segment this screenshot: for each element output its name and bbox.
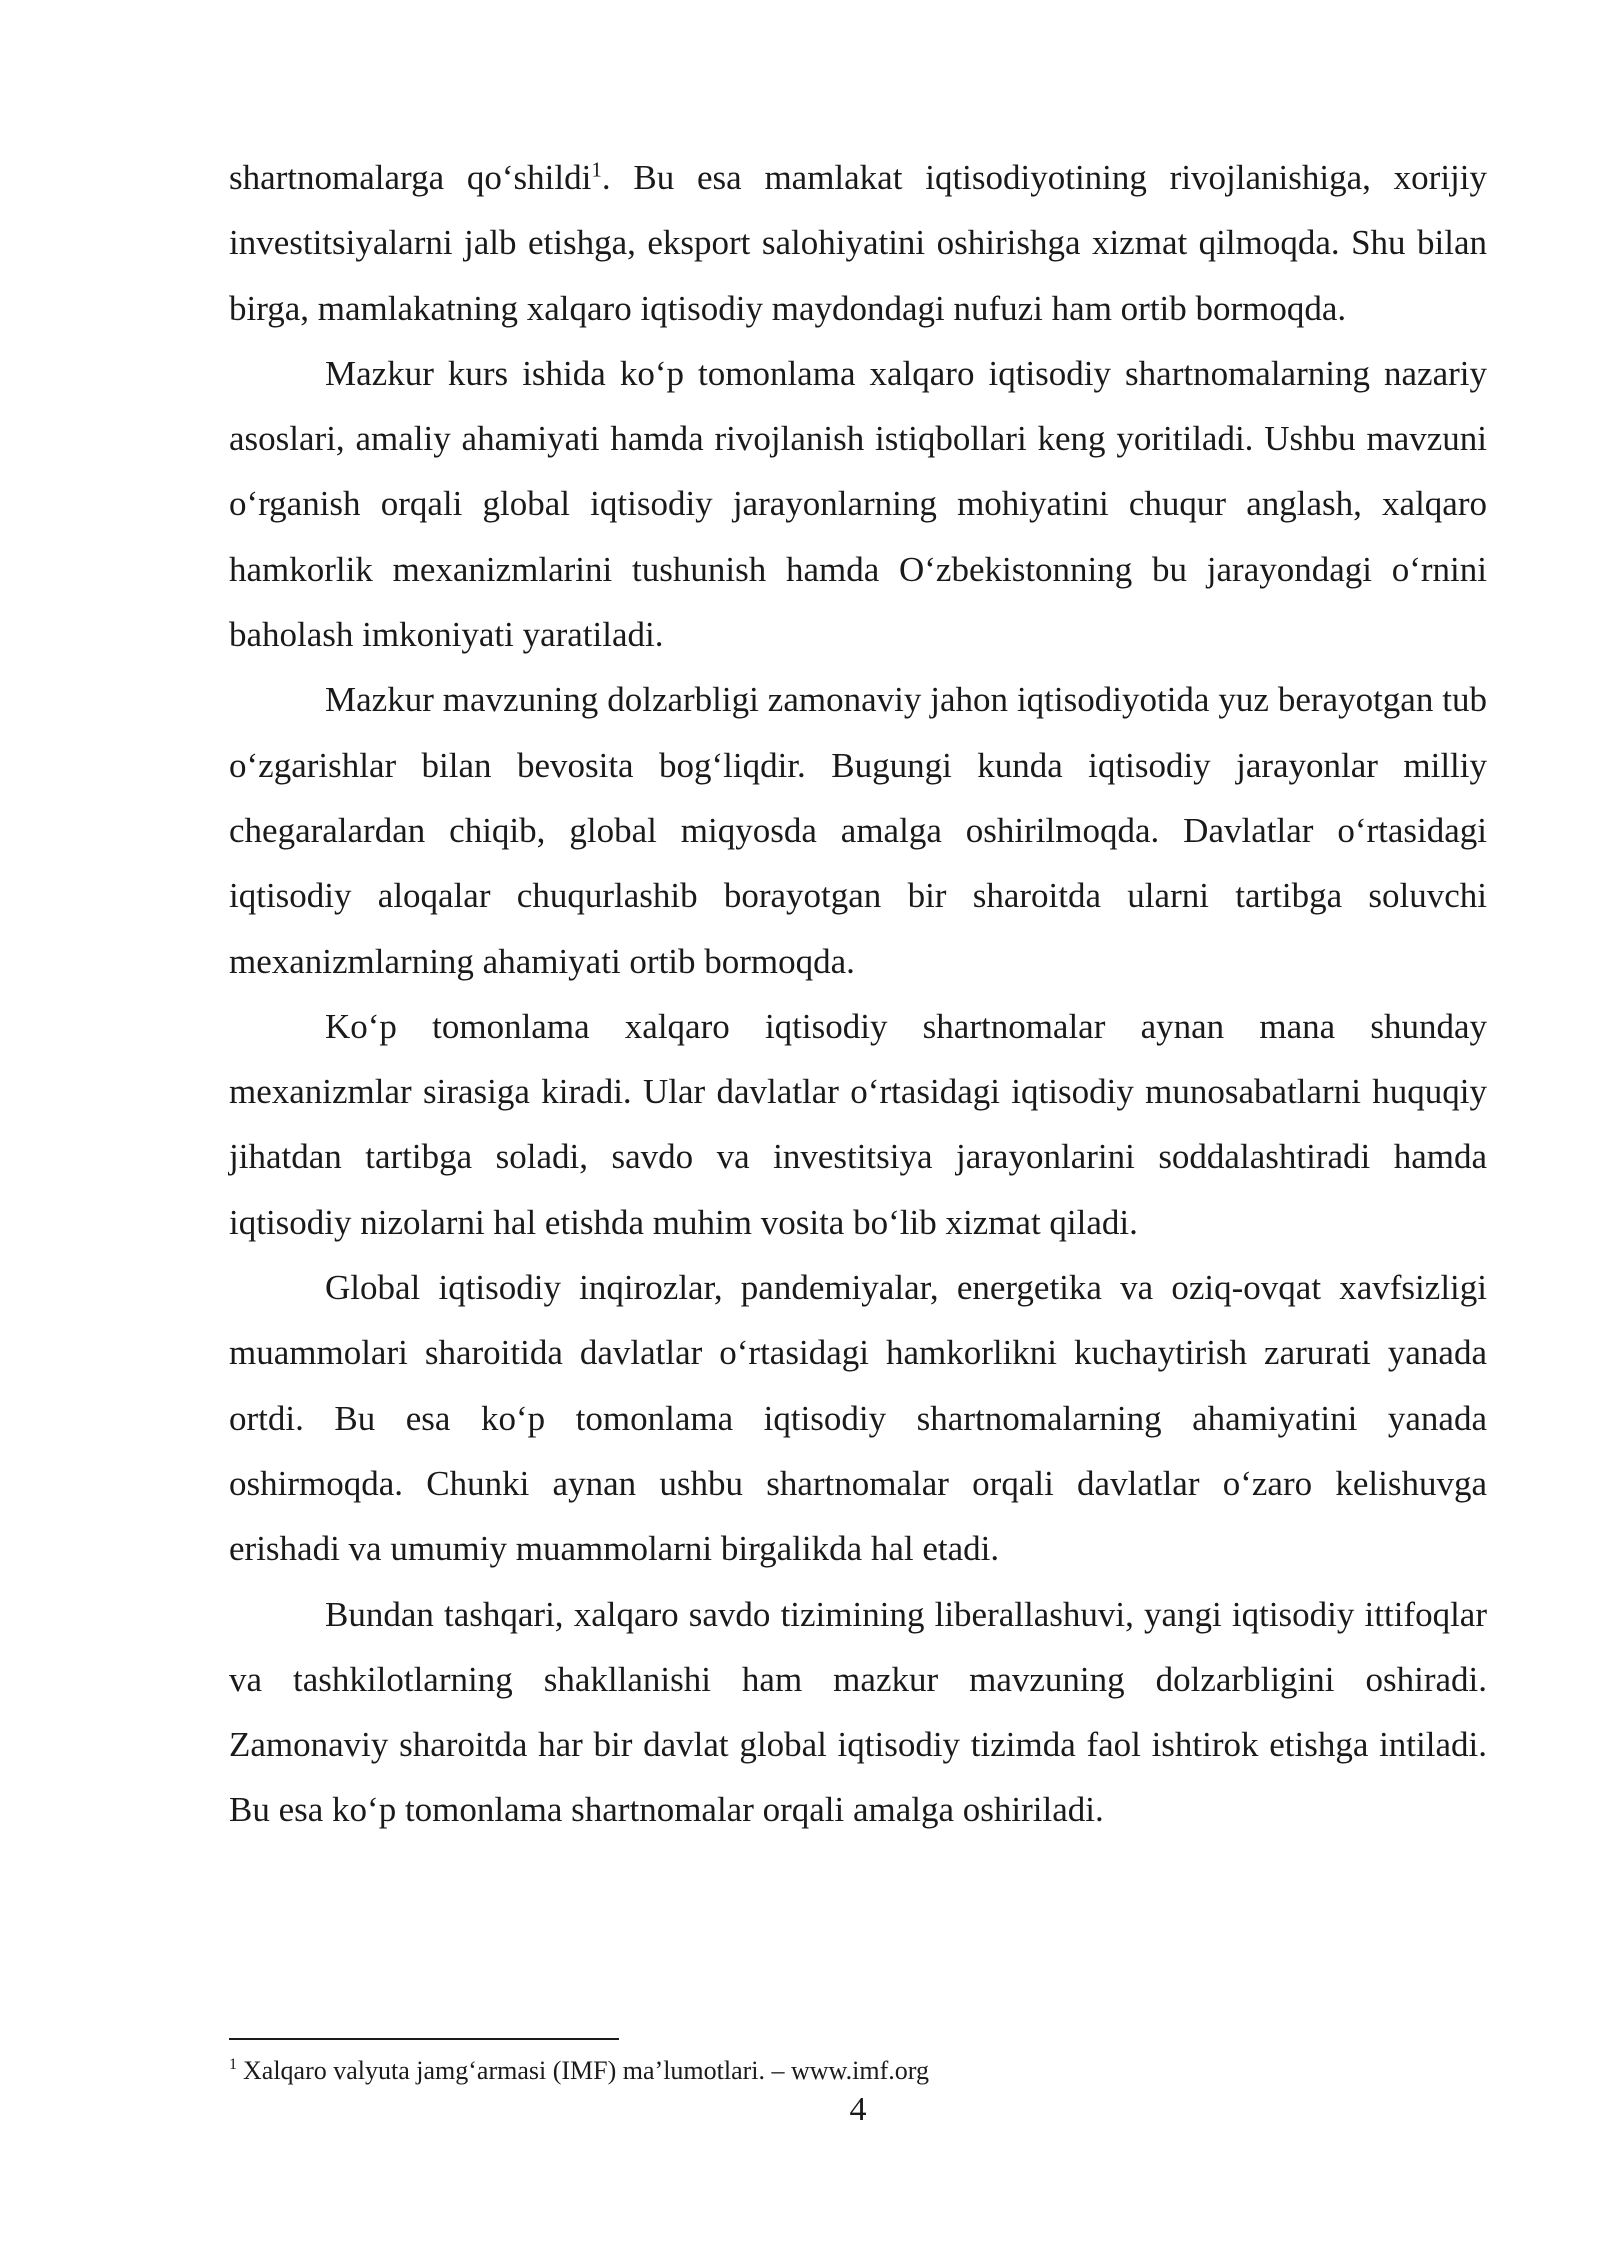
- footnote-reference[interactable]: 1: [591, 157, 602, 182]
- paragraph-1-text-start: shartnomalarga qo‘shildi: [229, 158, 592, 197]
- footnote-mark: 1: [229, 2056, 237, 2074]
- paragraph-6: Bundan tashqari, xalqaro savdo tizimining liberallashuvi, yangi iqtisodiy ittifoqlar va tashkilotlarning shakllanishi ham mazkur mavzuning dolzarbligini oshiradi. Zamonaviy sharoitda har bir davlat global iqtisodiy tizimda faol ishtirok etishga intiladi. Bu esa ko‘p tomonlama shartnomalar orqali amalga oshiriladi.: [229, 1594, 1487, 1830]
- footnote-text: Xalqaro valyuta jamg‘armasi (IMF) ma’lumotlari. – www.imf.org: [243, 2056, 929, 2085]
- footnote: [229, 2054, 1487, 2088]
- page-number: 4: [849, 2091, 867, 2128]
- document-body: [229, 145, 1487, 1843]
- paragraph-3: Mazkur mavzuning dolzarbligi zamonaviy jahon iqtisodiyotida yuz berayotgan tub o‘zgarishlar bilan bevosita bog‘liqdir. Bugungi kunda iqtisodiy jarayonlar milliy chegaralardan chiqib, global miqyosda amalga oshirilmoqda. Davlatlar o‘rtasidagi iqtisodiy aloqalar chuqurlashib borayotgan bir sharoitda ularni tartibga soluvchi mexanizmlarning ahamiyati ortib bormoqda.: [229, 680, 1487, 981]
- paragraph-5: Global iqtisodiy inqirozlar, pandemiyalar, energetika va oziq-ovqat xavfsizligi muammolari sharoitida davlatlar o‘rtasidagi hamkorlikni kuchaytirish zarurati yanada ortdi. Bu esa ko‘p tomonlama iqtisodiy shartnomalarning ahamiyatini yanada oshirmoqda. Chunki aynan ushbu shartnomalar orqali davlatlar o‘zaro kelishuvga erishadi va umumiy muammolarni birgalikda hal etadi.: [229, 1268, 1487, 1569]
- footnote-separator: [229, 2038, 619, 2040]
- paragraph-1: [229, 145, 1487, 341]
- paragraph-2: Mazkur kurs ishida ko‘p tomonlama xalqaro iqtisodiy shartnomalarning nazariy asoslari, amaliy ahamiyati hamda rivojlanish istiqbollari keng yoritiladi. Ushbu mavzuni o‘rganish orqali global iqtisodiy jarayonlarning mohiyatini chuqur anglash, xalqaro hamkorlik mexanizmlarini tushunish hamda O‘zbekistonning bu jarayondagi o‘rnini baholash imkoniyati yaratiladi.: [229, 353, 1487, 655]
- paragraph-4: Ko‘p tomonlama xalqaro iqtisodiy shartnomalar aynan mana shunday mexanizmlar sirasiga kiradi. Ular davlatlar o‘rtasidagi iqtisodiy munosabatlarni huquqiy jihatdan tartibga soladi, savdo va investitsiya jarayonlarini soddalashtiradi hamda iqtisodiy nizolarni hal etishda muhim vosita bo‘lib xizmat qiladi.: [229, 1006, 1487, 1242]
- paragraph-1-text-end: . Bu esa mamlakat iqtisodiyotining rivojlanishiga, xorijiy investitsiyalarni jalb etishga, eksport salohiyatini oshirishga xizmat qilmoqda. Shu bilan birga, mamlakatning xalqaro iqtisodiy maydondagi nufuzi ham ortib bormoqda.: [229, 158, 1487, 328]
